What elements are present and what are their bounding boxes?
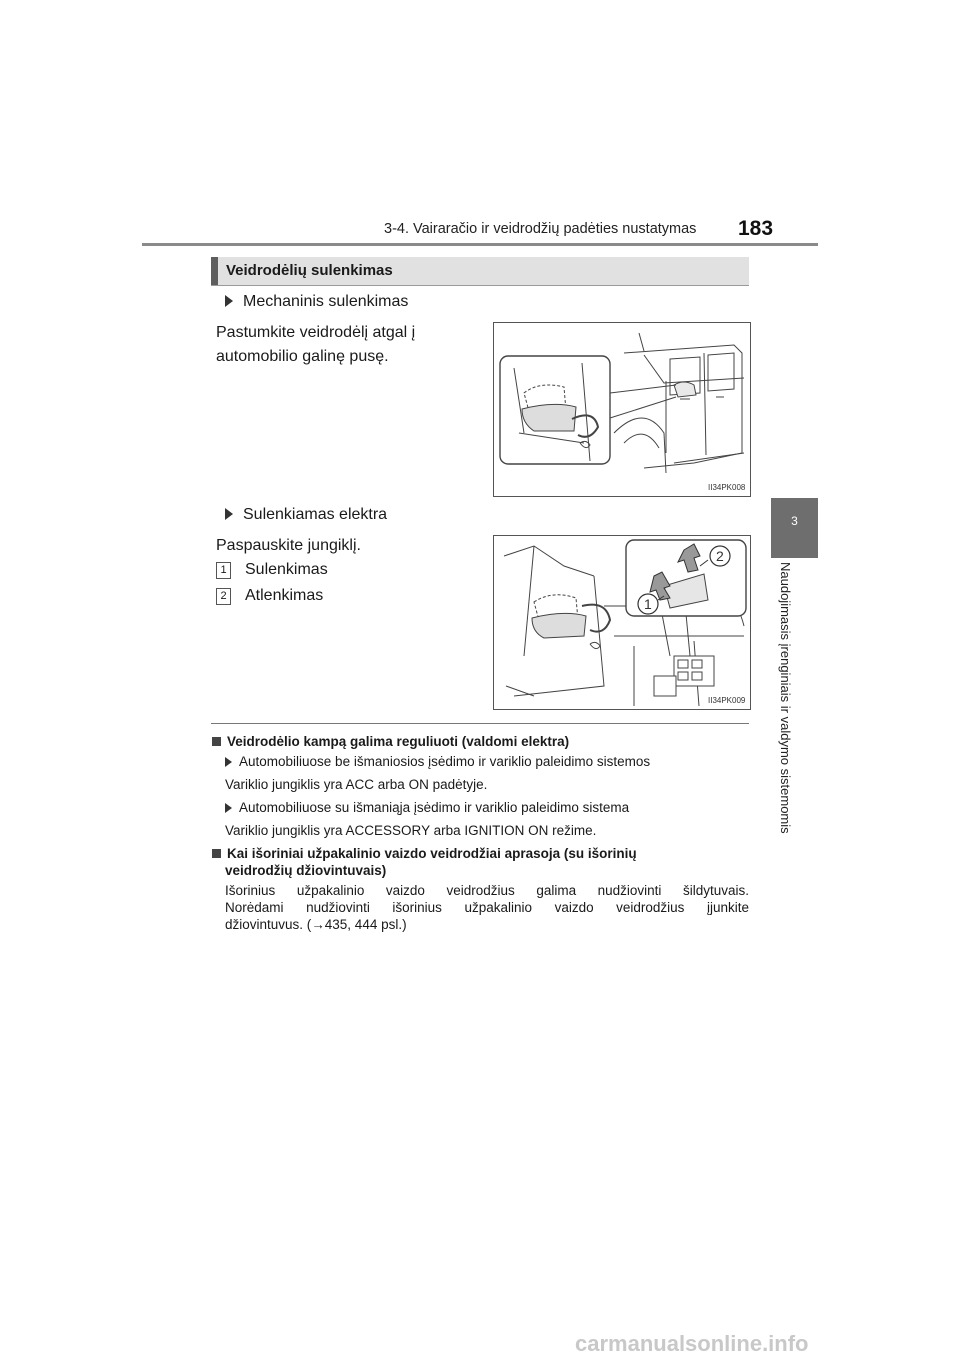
svg-text:1: 1 — [644, 596, 652, 612]
running-header-title: 3-4. Vairaračio ir veidrodžių padėties nustatymas — [384, 221, 697, 237]
note-1-bullet-2: Automobiliuose su išmaniąja įsėdimo ir variklio paleidimo sistema — [225, 799, 629, 816]
figure-code: II34PK009 — [708, 696, 746, 705]
legend-item-2: 2 Atlenkimas — [216, 584, 323, 608]
triangle-bullet-icon — [225, 508, 233, 520]
section-title-bar — [211, 257, 749, 286]
triangle-bullet-icon — [225, 295, 233, 307]
callout-number-1: 1 — [216, 562, 231, 579]
watermark: carmanualsonline.info — [575, 1331, 809, 1356]
square-bullet-icon — [212, 737, 221, 746]
triangle-bullet-icon — [225, 803, 232, 813]
figure-manual-fold — [493, 322, 751, 497]
figure-electric-fold — [493, 535, 751, 710]
chapter-tab — [771, 498, 818, 558]
header-rule — [142, 243, 818, 246]
square-bullet-icon — [212, 849, 221, 858]
note-1-text-1: Variklio jungiklis yra ACC arba ON padėtyje. — [225, 777, 488, 792]
electric-text: Paspauskite jungiklį. — [216, 537, 361, 554]
mechanical-heading: Mechaninis sulenkimas — [225, 290, 408, 314]
note-2-text: Išorinius užpakalinio vaizdo veidrodžius galima nudžiovinti šildytuvais. Norėdami nudžiovinti išorinius užpakalinio vaizdo veidrodžius įjunkite džiovintuvus. (→435, 444 psl.) — [225, 883, 749, 932]
legend-item-1: 1 Sulenkimas — [216, 558, 328, 582]
callout-number-2: 2 — [216, 588, 231, 605]
figure-code: II34PK008 — [708, 483, 746, 492]
note-1-heading: Veidrodėlio kampą galima reguliuoti (valdomi elektra) — [212, 733, 569, 750]
electric-heading: Sulenkiamas elektra — [225, 503, 387, 527]
notes-divider — [211, 723, 749, 724]
mirror-fold-illustration — [494, 323, 750, 496]
note-1-text-2: Variklio jungiklis yra ACCESSORY arba IGNITION ON režime. — [225, 823, 597, 838]
chapter-tab-number: 3 — [791, 514, 798, 528]
section-title: Veidrodėlių sulenkimas — [226, 262, 393, 279]
note-1-bullet-1: Automobiliuose be išmaniosios įsėdimo ir variklio paleidimo sistemos — [225, 753, 650, 770]
note-2-heading: Kai išoriniai užpakalinio vaizdo veidrodžiai aprasoja (su išorinių veidrodžių džiovintuvais) — [212, 845, 749, 879]
chapter-side-title: Naudojimasis įrenginiais ir valdymo sistemomis — [778, 562, 793, 834]
mechanical-text: Pastumkite veidrodėlį atgal į automobilio galinę pusę. — [216, 324, 416, 365]
svg-text:2: 2 — [716, 548, 724, 564]
mirror-switch-illustration — [494, 536, 750, 709]
page-number: 183 — [738, 217, 774, 240]
triangle-bullet-icon — [225, 757, 232, 767]
